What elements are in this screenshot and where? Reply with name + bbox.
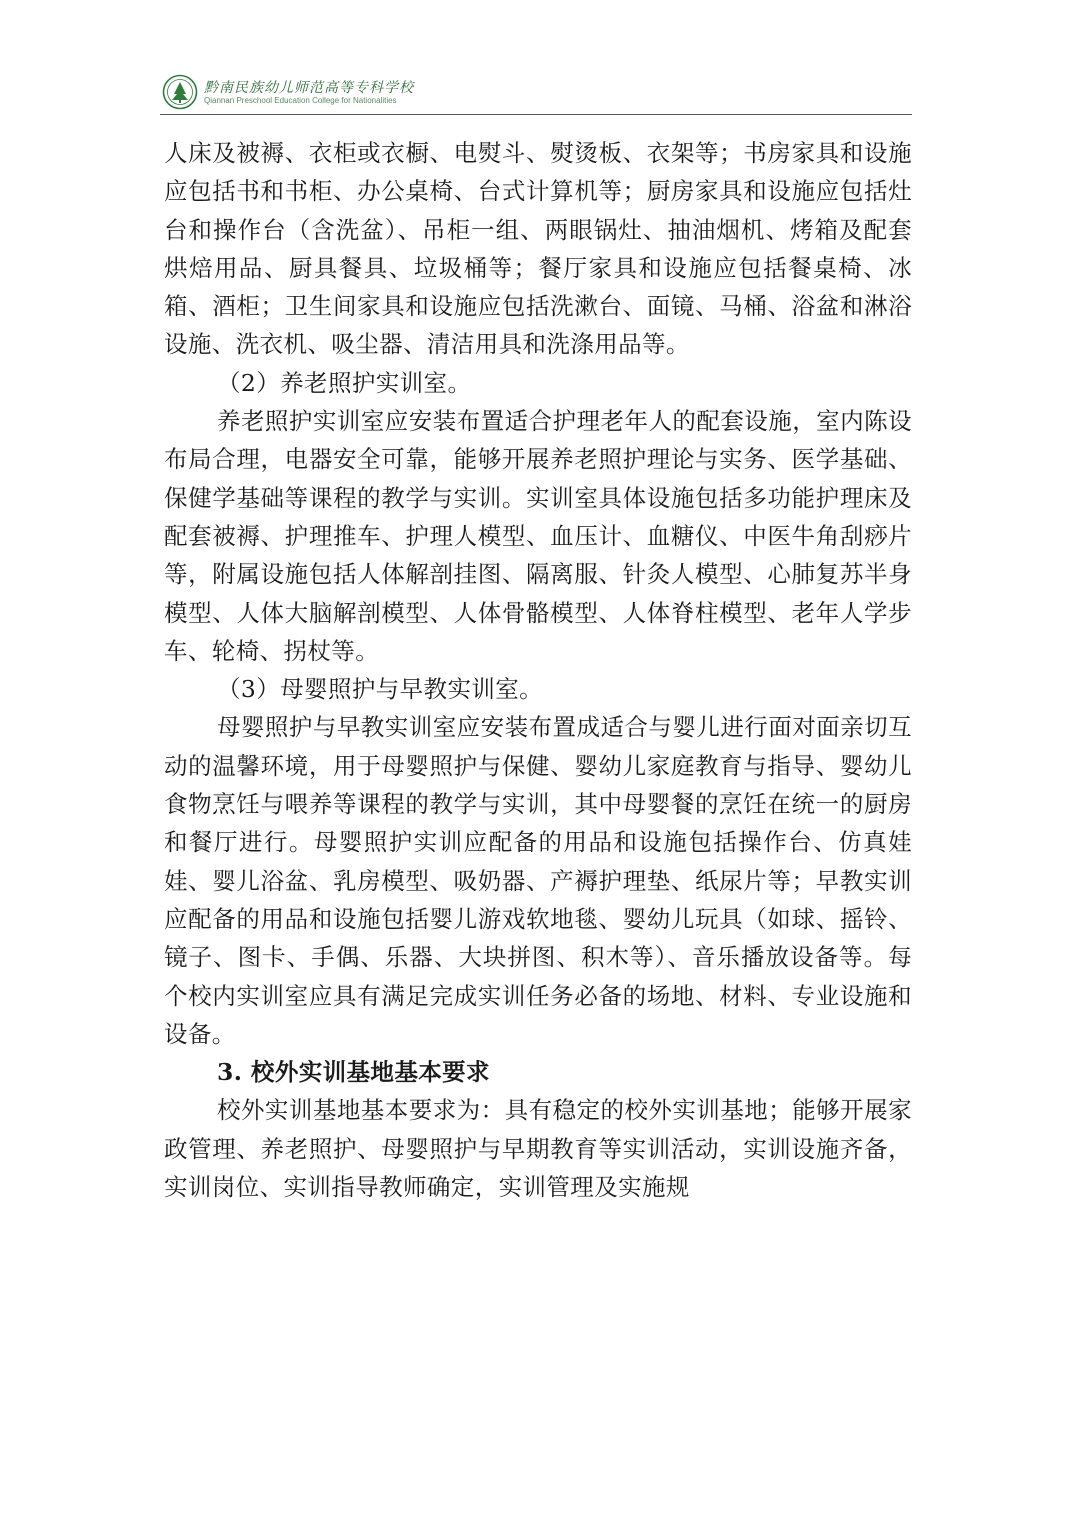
paragraph-furniture-list: 人床及被褥、衣柜或衣橱、电熨斗、熨烫板、衣架等；书房家具和设施应包括书和书柜、办公桌椅、台式计算机等；厨房家具和设施应包括灶台和操作台（含洗盆）、吊柜一组、两眼锅灶、抽油烟机、烤箱及配套烘焙用品、厨具餐具、垃圾桶等；餐厅家具和设施应包括餐桌椅、冰箱、酒柜；卫生间家具和设施应包括洗漱台、面镜、马桶、浴盆和淋浴设施、洗衣机、吸尘器、清洁用具和洗涤用品等。 xyxy=(164,139,912,359)
subheading-maternal-infant-room: （3）母婴照护与早教实训室。 xyxy=(217,675,544,704)
section-heading-offsite-base: 3. 校外实训基地基本要求 xyxy=(217,1058,490,1087)
paragraph-elderly-care-room: 养老照护实训室应安装布置适合护理老年人的配套设施，室内陈设布局合理，电器安全可靠，能够开展养老照护理论与实务、医学基础、保健学基础等课程的教学与实训。实训室具体设施包括多功能护理床及配套被褥、护理推车、护理人模型、血压计、血糖仪、中医牛角刮痧片等，附属设施包括人体解剖挂图、隔离服、针灸人模型、心肺复苏半身模型、人体大脑解剖模型、人体骨骼模型、人体脊柱模型、老年人学步车、轮椅、拐杖等。 xyxy=(164,407,912,665)
page-header xyxy=(160,70,912,115)
subheading-elderly-care-room: （2）养老照护实训室。 xyxy=(217,368,472,397)
school-name-en: Qiannan Preschool Education College for Nationalities xyxy=(204,96,397,105)
document-body xyxy=(164,134,912,1206)
paragraph-maternal-infant-room: 母婴照护与早教实训室应安装布置成适合与婴儿进行面对面亲切互动的温馨环境，用于母婴照护与保健、婴幼儿家庭教育与指导、婴幼儿食物烹饪与喂养等课程的教学与实训，其中母婴餐的烹饪在统一的厨房和餐厅进行。母婴照护实训应配备的用品和设施包括操作台、仿真娃娃、婴儿浴盆、乳房模型、吸奶器、产褥护理垫、纸尿片等；早教实训应配备的用品和设施包括婴儿游戏软地毯、婴幼儿玩具（如球、摇铃、镜子、图卡、手偶、乐器、大块拼图、积木等）、音乐播放设备等。每个校内实训室应具有满足完成实训任务必备的场地、材料、专业设施和设备。 xyxy=(164,713,912,1048)
school-logo-icon xyxy=(162,74,198,110)
school-name-cn: 黔南民族幼儿师范高等专科学校 xyxy=(204,80,414,96)
paragraph-offsite-base: 校外实训基地基本要求为：具有稳定的校外实训基地；能够开展家政管理、养老照护、母婴照护与早期教育等实训活动，实训设施齐备，实训岗位、实训指导教师确定，实训管理及实施规 xyxy=(164,1096,912,1202)
